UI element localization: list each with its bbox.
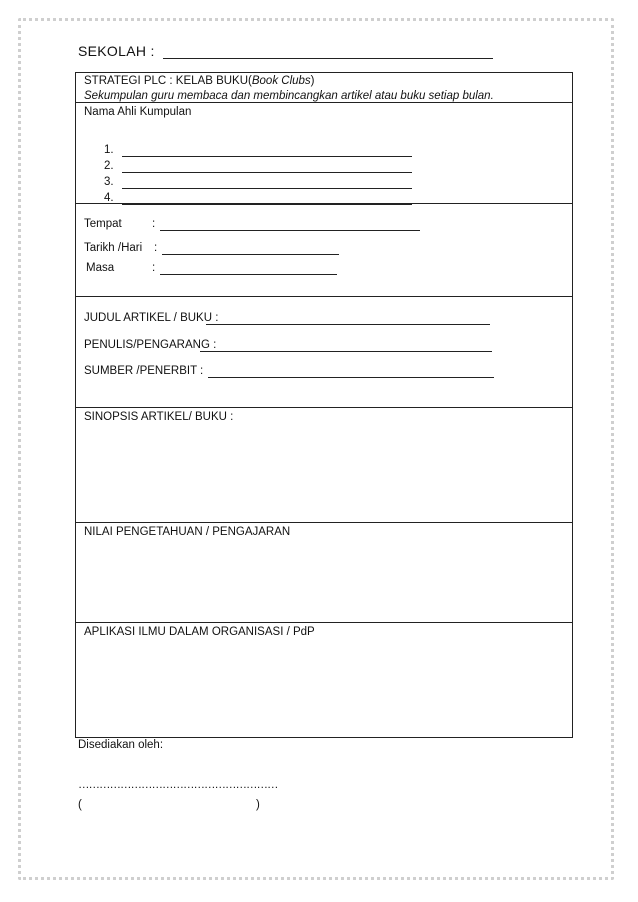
members-section [76, 102, 572, 203]
form-title: STRATEGI PLC : KELAB BUKU(Book Clubs) [84, 75, 315, 87]
place-line[interactable] [160, 230, 420, 231]
value-section[interactable] [76, 522, 572, 622]
place-label: Tempat [84, 218, 122, 230]
author-line[interactable] [200, 351, 492, 352]
time-line[interactable] [160, 274, 337, 275]
time-label: Masa [86, 262, 115, 274]
member-number-4: 4. [104, 192, 114, 204]
place-colon: : [152, 218, 156, 230]
member-number-3: 3. [104, 176, 114, 188]
date-label: Tarikh /Hari [84, 242, 143, 254]
application-section[interactable] [76, 622, 572, 737]
application-label: APLIKASI ILMU DALAM ORGANISASI / PdP [84, 626, 315, 638]
name-open-paren: ( [78, 799, 82, 811]
school-blank-line[interactable] [163, 45, 493, 59]
time-colon: : [152, 262, 156, 274]
synopsis-section[interactable] [76, 407, 572, 522]
value-label: NILAI PENGETAHUAN / PENGAJARAN [84, 526, 291, 538]
author-label: PENULIS/PENGARANG : [84, 339, 217, 351]
form-subtitle: Sekumpulan guru membaca dan membincangkan artikel atau buku setiap bulan. [84, 90, 494, 102]
date-colon: : [154, 242, 158, 254]
member-line-3[interactable] [122, 188, 412, 189]
name-close-paren: ) [256, 799, 260, 811]
school-label: SEKOLAH [78, 43, 147, 59]
prepared-by-label: Disediakan oleh: [78, 739, 164, 751]
signature-line[interactable]: ………………………………………………… [78, 779, 278, 791]
member-number-1: 1. [104, 144, 114, 156]
member-line-1[interactable] [122, 156, 412, 157]
source-colon: : [200, 365, 204, 377]
source-label: SUMBER /PENERBIT [84, 365, 198, 377]
school-colon: : [150, 43, 155, 59]
member-line-2[interactable] [122, 172, 412, 173]
member-number-2: 2. [104, 160, 114, 172]
source-line[interactable] [208, 377, 494, 378]
book-info-section [76, 296, 572, 407]
date-line[interactable] [162, 254, 339, 255]
plc-form [75, 72, 573, 738]
synopsis-label: SINOPSIS ARTIKEL/ BUKU : [84, 411, 234, 423]
book-title-label: JUDUL ARTIKEL / BUKU : [84, 312, 219, 324]
book-title-line[interactable] [206, 324, 490, 325]
schedule-section [76, 203, 572, 296]
members-label: Nama Ahli Kumpulan [84, 106, 192, 118]
school-field[interactable] [78, 43, 493, 59]
